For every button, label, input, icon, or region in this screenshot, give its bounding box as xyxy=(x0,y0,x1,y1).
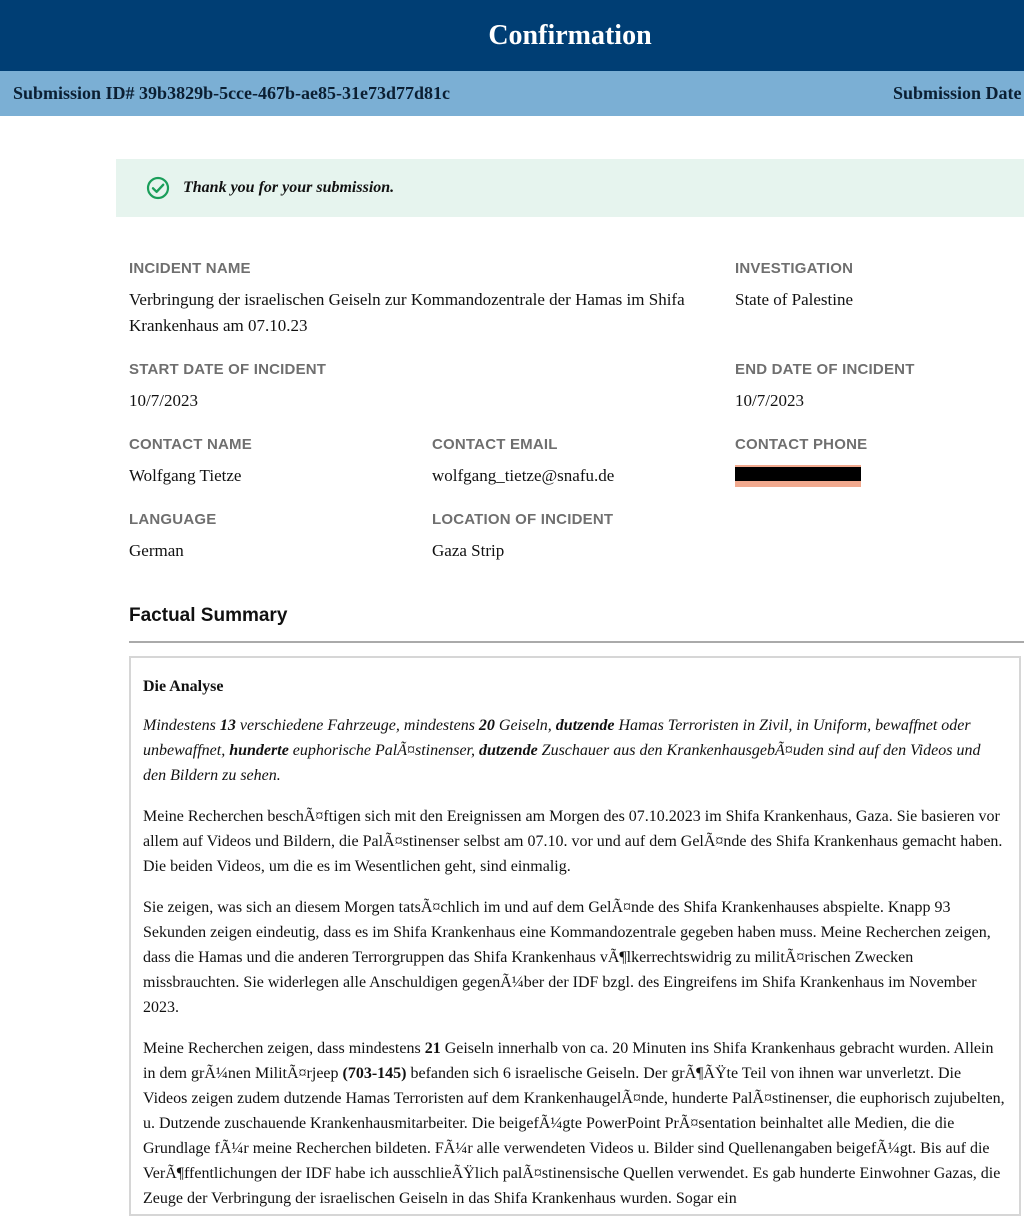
intro-text: Hamas Terroristen in Zivil, in Uniform, bewaffnet oder unbewaffnet, xyxy=(143,717,971,759)
location-value: Gaza Strip xyxy=(432,541,505,560)
summary-intro-paragraph xyxy=(143,713,1007,788)
paragraph-text: Meine Recherchen zeigen, dass mindestens xyxy=(143,1040,425,1057)
intro-text: Zuschauer aus den KrankenhausgebÃ¤uden sind auf den Videos und den Bildern zu sehen. xyxy=(143,742,981,784)
summary-paragraph xyxy=(143,1036,1007,1211)
contact-phone-label: CONTACT PHONE xyxy=(735,436,868,453)
page-title: Confirmation xyxy=(488,19,652,51)
intro-bold: dutzende xyxy=(555,717,615,734)
contact-name-label: CONTACT NAME xyxy=(129,436,252,453)
intro-bold: dutzende xyxy=(479,742,538,759)
contact-phone-redacted xyxy=(735,465,861,487)
success-message: Thank you for your submission. xyxy=(183,179,395,196)
paragraph-bold: 21 xyxy=(424,1040,441,1057)
submission-date-label: Submission Date xyxy=(893,83,1022,103)
intro-text: euphorische PalÃ¤stinenser, xyxy=(288,742,479,759)
success-alert xyxy=(116,159,1024,217)
factual-summary-box xyxy=(129,656,1021,1216)
end-date-value: 10/7/2023 xyxy=(735,391,804,410)
investigation-label: INVESTIGATION xyxy=(735,260,854,277)
paragraph-text: Geiseln innerhalb von ca. 20 Minuten ins Shifa Krankenhaus gebracht wurden. Allein in dem grÃ¼nen MilitÃ¤rjeep xyxy=(143,1040,994,1082)
summary-heading: Die Analyse xyxy=(143,678,224,695)
end-date-label: END DATE OF INCIDENT xyxy=(735,361,915,378)
page-header xyxy=(0,0,1024,71)
intro-text: verschiedene Fahrzeuge, mindestens xyxy=(235,717,479,734)
submission-bar xyxy=(0,71,1024,116)
language-label: LANGUAGE xyxy=(129,511,217,528)
intro-bold: 20 xyxy=(478,717,495,734)
start-date-label: START DATE OF INCIDENT xyxy=(129,361,327,378)
factual-summary-title: Factual Summary xyxy=(129,605,288,626)
contact-email-label: CONTACT EMAIL xyxy=(432,436,558,453)
summary-paragraph: Sie zeigen, was sich an diesem Morgen tatsÃ¤chlich im und auf dem GelÃ¤nde des Shifa Krankenhauses abspielte. Knapp 93 Sekunden zeigen eindeutig, dass es im Shifa Krankenhaus eine Kommandozentrale gegeben haben muss. Meine Recherchen zeigen, dass die Hamas und die anderen Terrorgruppen das Shifa Krankenhaus vÃ¶lkerrechtswidrig zu militÃ¤rischen Zwecken missbrauchten. Sie widerlegen alle Anschuldigen gegenÃ¼ber der IDF bzgl. des Eingreifens im Shifa Krankenhaus im November 2023. xyxy=(143,899,991,1016)
investigation-value: State of Palestine xyxy=(735,290,854,309)
summary-paragraph: Meine Recherchen beschÃ¤ftigen sich mit den Ereignissen am Morgen des 07.10.2023 im Shifa Krankenhaus, Gaza. Sie basieren vor allem auf Videos und Bildern, die PalÃ¤stinenser selbst am 07.10. vor und auf dem GelÃ¤nde des Shifa Krankenhaus gemacht haben. Die beiden Videos, um die es im Wesentlichen geht, sind einmalig. xyxy=(143,808,1003,875)
intro-bold: 13 xyxy=(219,717,236,734)
start-date-value: 10/7/2023 xyxy=(129,391,198,410)
intro-bold: hunderte xyxy=(229,742,289,759)
intro-text: Mindestens xyxy=(143,717,220,734)
language-value: German xyxy=(129,541,184,560)
submission-id: Submission ID# 39b3829b-5cce-467b-ae85-31e73d77d81c xyxy=(13,83,451,103)
contact-name-value: Wolfgang Tietze xyxy=(129,466,242,485)
section-divider xyxy=(129,641,1024,643)
incident-name-value: Verbringung der israelischen Geiseln zur Kommandozentrale der Hamas im Shifa Krankenhaus am 07.10.23 xyxy=(129,290,685,335)
intro-text: Geiseln, xyxy=(494,717,556,734)
check-circle-icon xyxy=(146,176,170,200)
location-label: LOCATION OF INCIDENT xyxy=(432,511,614,528)
paragraph-bold: (703-145) xyxy=(342,1065,407,1082)
paragraph-text: befanden sich 6 israelische Geiseln. Der grÃ¶ÃŸte Teil von ihnen war unverletzt. Die Videos zeigen zudem dutzende Hamas Terroristen auf dem KrankenhaugelÃ¤nde, hunderte PalÃ¤stinenser, die euphorisch zujubelten, u. Dutzende zuschauende Krankenhausmitarbeiter. Die beigefÃ¼gte PowerPoint PrÃ¤sentation beinhaltet alle Medien, die die Grundlage fÃ¼r meine Recherchen bildeten. FÃ¼r alle verwendeten Videos u. Bilder sind Quellenangaben beigefÃ¼gt. Bis auf die VerÃ¶ffentlichungen der IDF habe ich ausschlieÃŸlich palÃ¤stinensische Quellen verwendet. Es gab hunderte Einwohner Gazas, die Zeuge der Verbringung der israelischen Geiseln in das Shifa Krankenhaus wurden. Sogar ein xyxy=(143,1065,1005,1207)
contact-email-value: wolfgang_tietze@snafu.de xyxy=(432,466,615,485)
incident-name-label: INCIDENT NAME xyxy=(129,260,251,277)
